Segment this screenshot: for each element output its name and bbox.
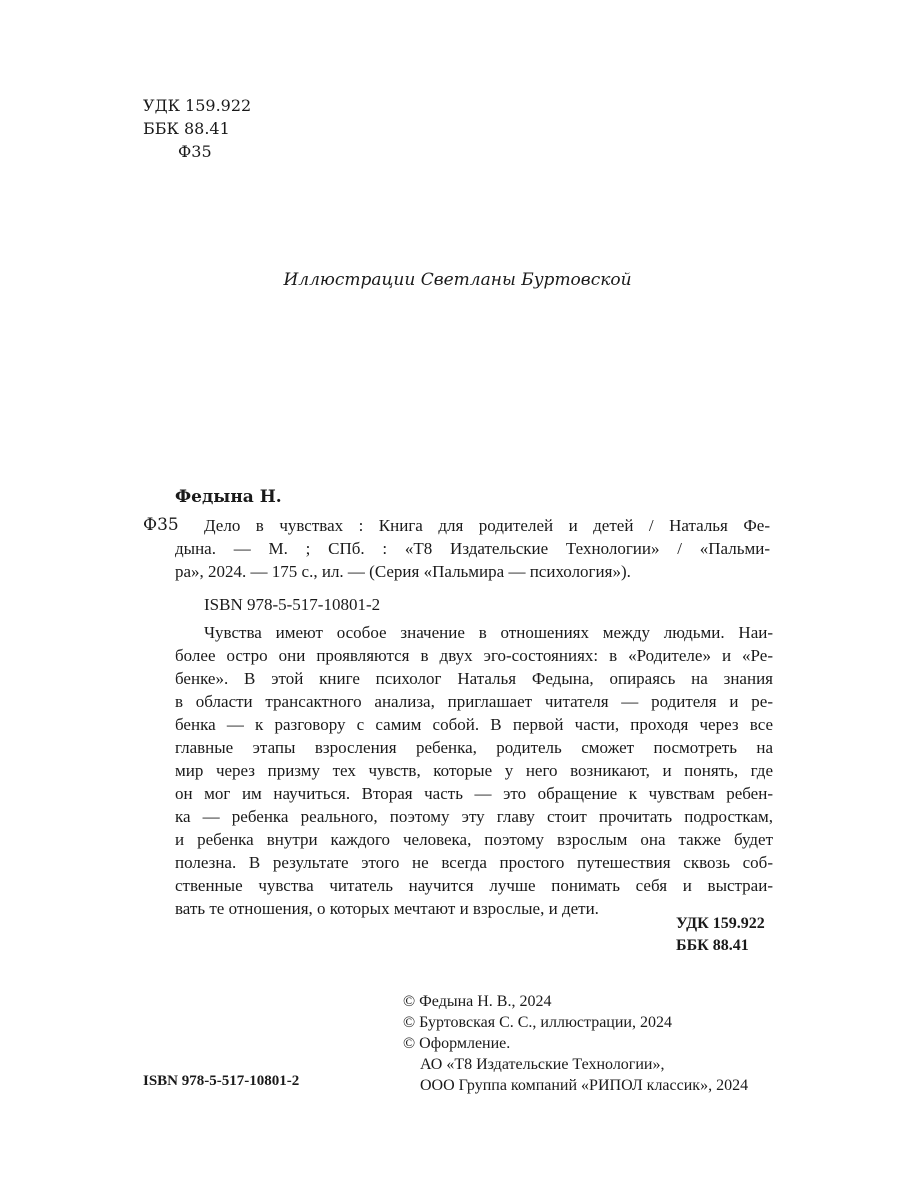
bbk-code: ББК 88.41 [143, 119, 230, 138]
annotation [175, 621, 773, 920]
record-description [204, 514, 770, 537]
annotation-line: главные этапы взросления ребенка, родитель сможет посмотреть на [175, 738, 773, 757]
description-line: Дело в чувствах : Книга для родителей и детей / Наталья Фе- [204, 516, 770, 535]
record-bbk: ББК 88.41 [676, 937, 749, 954]
copyright-line: © Федына Н. В., 2024 [403, 993, 552, 1010]
udk-code: УДК 159.922 [143, 96, 252, 115]
copyright-line: ООО Группа компаний «РИПОЛ классик», 2024 [420, 1077, 749, 1094]
annotation-line: вать те отношения, о которых мечтают и взрослые, и дети. [175, 899, 599, 918]
annotation-line: мир через призму тех чувств, которые у него возникают, и понять, где [175, 761, 773, 780]
record-udk: УДК 159.922 [676, 915, 765, 932]
annotation-line: бенка — к разговору с самим собой. В первой части, проходя через все [175, 715, 773, 734]
author-mark: Ф35 [178, 142, 212, 161]
annotation-line: в области трансактного анализа, приглашает читателя — родителя и ре- [175, 692, 773, 711]
annotation-line: бенке». В этой книге психолог Наталья Федына, опираясь на знания [175, 669, 773, 688]
copyright-block [403, 991, 748, 1096]
annotation-line: более остро они проявляются в двух эго-состояниях: в «Родителе» и «Ре- [175, 646, 773, 665]
description-line: ра», 2024. — 175 с., ил. — (Серия «Пальмира — психология»). [175, 562, 631, 581]
annotation-line: ственные чувства читатель научится лучше понимать себя и выстраи- [175, 876, 773, 895]
record-mark: Ф35 [143, 515, 179, 535]
copyright-line: АО «Т8 Издательские Технологии», [420, 1056, 665, 1073]
annotation-line: ка — ребенка реального, поэтому эту главу стоит прочитать подросткам, [175, 807, 773, 826]
annotation-line: полезна. В результате этого не всегда простого путешествия сквозь соб- [175, 853, 773, 872]
illustrations-credit: Иллюстрации Светланы Буртовской [283, 270, 632, 290]
copyright-line: © Оформление. [403, 1035, 511, 1052]
annotation-line: Чувства имеют особое значение в отношениях между людьми. Наи- [204, 623, 773, 642]
description-line: дына. — М. ; СПб. : «Т8 Издательские Технологии» / «Пальми- [175, 539, 770, 558]
copyright-line: © Буртовская С. С., иллюстрации, 2024 [403, 1014, 672, 1031]
record-isbn: ISBN 978-5-517-10801-2 [204, 595, 381, 614]
record-description-cont [175, 537, 770, 583]
record-author: Федына Н. [175, 487, 282, 507]
annotation-line: и ребенка внутри каждого человека, поэтому взрослым она также будет [175, 830, 773, 849]
isbn-bottom: ISBN 978-5-517-10801-2 [143, 1073, 300, 1089]
annotation-line: он мог им научиться. Вторая часть — это обращение к чувствам ребен- [175, 784, 773, 803]
